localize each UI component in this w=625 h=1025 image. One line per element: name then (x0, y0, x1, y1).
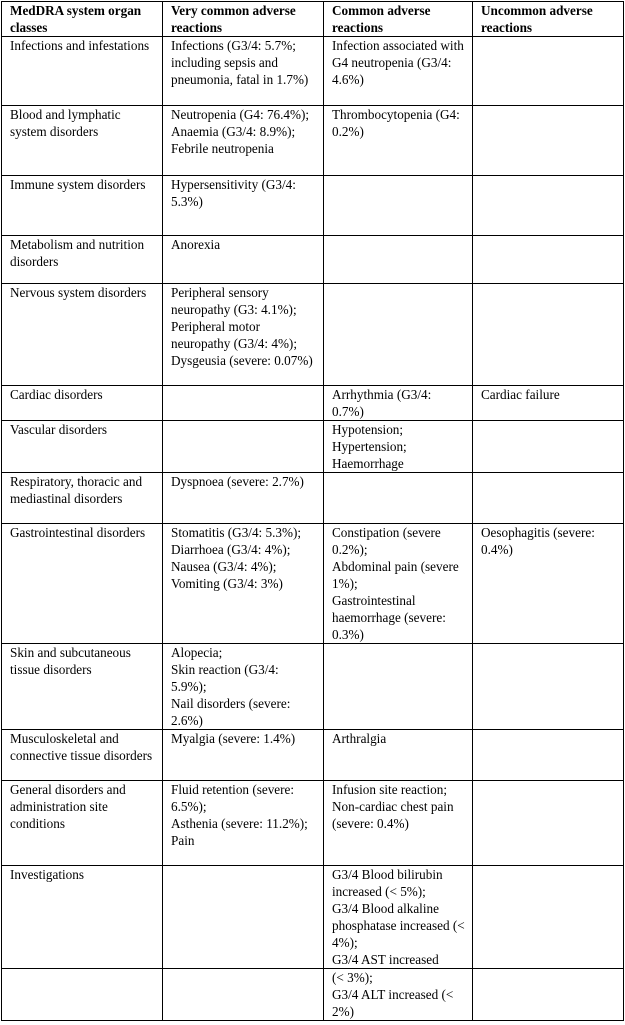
reaction-entry: Alopecia; (171, 645, 223, 660)
cell-uncommon (473, 866, 624, 969)
cell-very-common (163, 37, 324, 106)
cell-common (324, 421, 473, 473)
reaction-entry: Neutropenia (G4: 76.4%); (171, 107, 310, 122)
cell-soc: Blood and lymphatic system disorders (2, 106, 163, 176)
reaction-entry: Peripheral sensory neuropathy (G3: 4.1%); (171, 285, 297, 317)
cell-very-common (163, 473, 324, 524)
cell-very-common (163, 176, 324, 236)
cell-uncommon (473, 524, 624, 644)
cell-soc: Immune system disorders (2, 176, 163, 236)
cell-uncommon (473, 969, 624, 1021)
cell-very-common (163, 236, 324, 284)
reaction-entry: G3/4 Blood bilirubin increased (< 5%); (332, 867, 443, 899)
cell-soc: Gastrointestinal disorders (2, 524, 163, 644)
cell-soc (2, 969, 163, 1021)
cell-common (324, 866, 473, 969)
table-row (2, 730, 624, 781)
cell-very-common (163, 644, 324, 730)
reaction-entry: (< 3%); (332, 970, 373, 985)
cell-common (324, 524, 473, 644)
header-soc: MedDRA system organ classes (2, 2, 163, 37)
cell-very-common (163, 386, 324, 421)
table-row (2, 524, 624, 644)
reaction-entry: Cardiac failure (481, 387, 560, 402)
cell-soc: General disorders and administration site conditions (2, 781, 163, 866)
cell-uncommon (473, 106, 624, 176)
cell-soc: Infections and infestations (2, 37, 163, 106)
reaction-entry: Dyspnoea (severe: 2.7%) (171, 474, 304, 489)
reaction-entry: Vomiting (G3/4: 3%) (171, 576, 283, 591)
header-uncommon: Uncommon adverse reactions (473, 2, 624, 37)
table-row (2, 473, 624, 524)
reaction-entry: Infusion site reaction; (332, 782, 447, 797)
reaction-entry: Infection associated with G4 neutropenia (G3/4: 4.6%) (332, 38, 464, 87)
reaction-entry: G3/4 ALT increased (< 2%) (332, 987, 454, 1019)
cell-very-common (163, 969, 324, 1021)
header-common: Common adverse reactions (324, 2, 473, 37)
table-row (2, 781, 624, 866)
cell-uncommon (473, 473, 624, 524)
cell-very-common (163, 781, 324, 866)
cell-soc: Vascular disorders (2, 421, 163, 473)
reaction-entry: Hypotension; (332, 422, 404, 437)
reaction-entry: Anorexia (171, 237, 221, 252)
reaction-entry: Gastrointestinal haemorrhage (severe: 0.3%) (332, 593, 446, 642)
header-very-common: Very common adverse reactions (163, 2, 324, 37)
reaction-entry: Oesophagitis (severe: 0.4%) (481, 525, 595, 557)
reaction-entry: Stomatitis (G3/4: 5.3%); (171, 525, 302, 540)
cell-common (324, 969, 473, 1021)
reaction-entry: Diarrhoea (G3/4: 4%); (171, 542, 291, 557)
cell-common (324, 386, 473, 421)
reaction-entry: Febrile neutropenia (171, 141, 274, 156)
reaction-entry: Anaemia (G3/4: 8.9%); (171, 124, 296, 139)
reaction-entry: Non-cardiac chest pain (severe: 0.4%) (332, 799, 454, 831)
reaction-entry: Haemorrhage (332, 456, 404, 471)
cell-common (324, 473, 473, 524)
cell-uncommon (473, 644, 624, 730)
cell-very-common (163, 866, 324, 969)
reaction-entry: Fluid retention (severe: 6.5%); (171, 782, 295, 814)
reaction-entry: Hypersensitivity (G3/4: 5.3%) (171, 177, 296, 209)
cell-common (324, 284, 473, 386)
cell-soc: Nervous system disorders (2, 284, 163, 386)
reaction-entry: Arthralgia (332, 731, 387, 746)
reaction-entry: Infections (G3/4: 5.7%; including sepsis and pneumonia, fatal in 1.7%) (171, 38, 309, 87)
cell-common (324, 781, 473, 866)
cell-uncommon (473, 781, 624, 866)
cell-common (324, 176, 473, 236)
reaction-entry: Nail disorders (severe: 2.6%) (171, 696, 291, 728)
cell-uncommon (473, 176, 624, 236)
cell-common (324, 236, 473, 284)
table-row (2, 236, 624, 284)
table-row (2, 386, 624, 421)
table-row (2, 644, 624, 730)
table-row (2, 866, 624, 969)
table-row (2, 106, 624, 176)
reaction-entry: Nausea (G3/4: 4%); (171, 559, 277, 574)
cell-soc: Metabolism and nutrition disorders (2, 236, 163, 284)
table-row (2, 176, 624, 236)
reaction-entry: Pain (171, 833, 195, 848)
cell-very-common (163, 730, 324, 781)
reaction-entry: G3/4 AST increased (332, 952, 439, 967)
table-row (2, 969, 624, 1021)
cell-uncommon (473, 421, 624, 473)
table-body (2, 37, 624, 1021)
cell-very-common (163, 524, 324, 644)
reaction-entry: Abdominal pain (severe 1%); (332, 559, 459, 591)
adverse-reactions-table (1, 1, 624, 1021)
cell-soc: Musculoskeletal and connective tissue disorders (2, 730, 163, 781)
reaction-entry: Thrombocytopenia (G4: 0.2%) (332, 107, 460, 139)
reaction-entry: Arrhythmia (G3/4: 0.7%) (332, 387, 432, 419)
reaction-entry: Peripheral motor neuropathy (G3/4: 4%); (171, 319, 297, 351)
table-row (2, 421, 624, 473)
cell-uncommon (473, 730, 624, 781)
reaction-entry: Hypertension; (332, 439, 407, 454)
reaction-entry: Myalgia (severe: 1.4%) (171, 731, 296, 746)
reaction-entry: Asthenia (severe: 11.2%); (171, 816, 308, 831)
cell-uncommon (473, 37, 624, 106)
reaction-entry: G3/4 Blood alkaline phosphatase increased (< 4%); (332, 901, 465, 950)
cell-common (324, 644, 473, 730)
reaction-entry: Skin reaction (G3/4: 5.9%); (171, 662, 279, 694)
cell-very-common (163, 106, 324, 176)
cell-uncommon (473, 284, 624, 386)
table-row (2, 37, 624, 106)
reaction-entry: Constipation (severe 0.2%); (332, 525, 441, 557)
cell-uncommon (473, 236, 624, 284)
cell-soc: Cardiac disorders (2, 386, 163, 421)
cell-soc: Skin and subcutaneous tissue disorders (2, 644, 163, 730)
cell-common (324, 106, 473, 176)
cell-soc: Investigations (2, 866, 163, 969)
cell-very-common (163, 421, 324, 473)
cell-soc: Respiratory, thoracic and mediastinal disorders (2, 473, 163, 524)
cell-common (324, 37, 473, 106)
cell-uncommon (473, 386, 624, 421)
table-row (2, 284, 624, 386)
reaction-entry: Dysgeusia (severe: 0.07%) (171, 353, 313, 368)
cell-very-common (163, 284, 324, 386)
table-header-row (2, 2, 624, 37)
cell-common (324, 730, 473, 781)
